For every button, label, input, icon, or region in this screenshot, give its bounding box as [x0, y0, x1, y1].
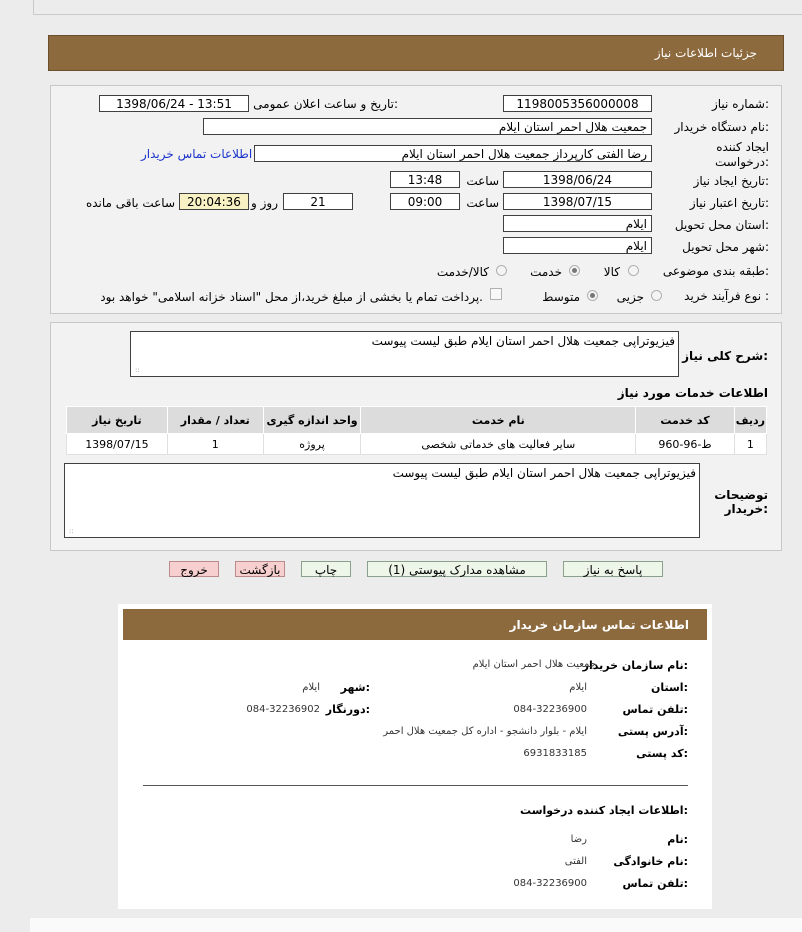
col-unit: واحد اندازه گیری: [263, 407, 361, 434]
cell-quantity: 1: [167, 434, 263, 455]
days-label: روز و: [251, 196, 278, 210]
contact-fax-label: دورنگار:: [325, 703, 370, 716]
col-service-code: کد خدمت: [636, 407, 735, 434]
cell-need-date: 1398/07/15: [67, 434, 168, 455]
contact-province-label: استان:: [650, 681, 688, 694]
buyer-notes-label-line2: خریدار:: [724, 502, 768, 516]
resize-grip-icon[interactable]: ::: [135, 366, 140, 374]
contact-org-label: نام سازمان خریدار:: [582, 659, 688, 672]
top-frame: [33, 0, 802, 15]
summary-label: شرح کلی نیاز:: [682, 349, 768, 363]
contact-fax-value: 084-32236902: [246, 704, 320, 715]
announce-label: تاریخ و ساعت اعلان عمومی:: [253, 97, 398, 111]
services-title: اطلاعات خدمات مورد نیاز: [617, 386, 768, 400]
category-service-radio[interactable]: [569, 265, 580, 276]
category-goods-radio[interactable]: [628, 265, 639, 276]
contact-phone-label: تلفن تماس:: [622, 703, 688, 716]
contact-postal-value: 6931833185: [523, 748, 587, 759]
cell-row: 1: [734, 434, 766, 455]
contact-city-value: ایلام: [302, 682, 320, 693]
create-time-label: ساعت: [466, 174, 499, 188]
buyer-notes-textarea[interactable]: [64, 463, 700, 538]
services-table: [66, 406, 767, 455]
buyer-notes-label-line1: توضیحات: [714, 488, 768, 502]
bottom-strip: [30, 918, 802, 932]
creator-family-label: نام خانوادگی:: [613, 855, 688, 868]
process-medium-radio[interactable]: [587, 290, 598, 301]
remaining-label: ساعت باقی مانده: [85, 196, 175, 210]
table-row: [67, 434, 767, 455]
province-field: ایلام: [503, 215, 652, 232]
process-partial-radio[interactable]: [651, 290, 662, 301]
creator-label-line1: ایجاد کننده: [716, 140, 769, 154]
print-button[interactable]: چاپ: [301, 561, 351, 577]
validity-label: تاریخ اعتبار نیاز:: [689, 196, 769, 210]
need-number-label: شماره نیاز:: [711, 97, 769, 111]
buyer-contact-link[interactable]: اطلاعات تماس خریدار: [141, 147, 253, 161]
creator-phone-value: 084-32236900: [513, 878, 587, 889]
category-service-label: خدمت: [530, 265, 562, 279]
process-label: نوع فرآیند خرید :: [684, 289, 769, 303]
summary-textarea[interactable]: [130, 331, 679, 377]
buyer-org-field: جمعیت هلال احمر استان ایلام: [203, 118, 652, 135]
contact-address-label: آدرس پستی:: [617, 725, 688, 738]
summary-text: فیزیوتراپی جمعیت هلال احمر استان ایلام طبق لیست پیوست: [371, 334, 675, 348]
contact-card-header: [123, 609, 707, 640]
col-quantity: تعداد / مقدار: [167, 407, 263, 434]
city-field: ایلام: [503, 237, 652, 254]
back-button[interactable]: بازگشت: [235, 561, 285, 577]
category-goods-label: کالا: [603, 265, 620, 279]
resize-grip-icon[interactable]: ::: [69, 527, 74, 535]
treasury-payment-checkbox[interactable]: [490, 288, 502, 300]
services-header-row: [67, 407, 767, 434]
cell-service-code: ط-96-960: [636, 434, 735, 455]
col-row: ردیف: [734, 407, 766, 434]
create-time-field: 13:48: [390, 171, 460, 188]
contact-divider: [143, 785, 688, 786]
create-date-field: 1398/06/24: [503, 171, 652, 188]
city-label: شهر محل تحویل:: [682, 240, 769, 254]
creator-phone-label: تلفن تماس:: [622, 877, 688, 890]
buyer-org-label: نام دستگاه خریدار:: [674, 120, 769, 134]
days-field: 21: [283, 193, 353, 210]
contact-card-title: اطلاعات تماس سازمان خریدار: [509, 618, 689, 632]
create-date-label: تاریخ ایجاد نیاز:: [693, 174, 769, 188]
creator-field: رضا الفتی کارپرداز جمعیت هلال احمر استان ایلام: [254, 145, 652, 162]
creator-name-label: نام:: [667, 833, 688, 846]
col-need-date: تاریخ نیاز: [67, 407, 168, 434]
buyer-notes-text: فیزیوتراپی جمعیت هلال احمر استان ایلام طبق لیست پیوست: [392, 466, 696, 480]
process-partial-label: جزیی: [616, 290, 644, 304]
contact-city-label: شهر:: [340, 681, 370, 694]
validity-time-field: 09:00: [390, 193, 460, 210]
cell-unit: پروژه: [263, 434, 361, 455]
category-both-radio[interactable]: [496, 265, 507, 276]
province-label: استان محل تحویل:: [674, 218, 769, 232]
exit-button[interactable]: خروج: [169, 561, 219, 577]
contact-phone-value: 084-32236900: [513, 704, 587, 715]
contact-province-value: ایلام: [569, 682, 587, 693]
validity-date-field: 1398/07/15: [503, 193, 652, 210]
attachments-button[interactable]: مشاهده مدارک پیوستی (1): [367, 561, 547, 577]
creator-section-title: اطلاعات ایجاد کننده درخواست:: [520, 804, 688, 817]
cell-service-name: سایر فعالیت های خدماتی شخصی: [361, 434, 636, 455]
creator-name-value: رضا: [570, 834, 587, 845]
contact-postal-label: کد پستی:: [636, 747, 688, 760]
category-both-label: کالا/خدمت: [436, 265, 489, 279]
need-number-field: 1198005356000008: [503, 95, 652, 112]
creator-family-value: الفتی: [564, 856, 587, 867]
contact-org-value: جمعیت هلال احمر استان ایلام: [472, 659, 596, 670]
treasury-payment-note: پرداخت تمام یا بخشی از مبلغ خرید،از محل "اسناد خزانه اسلامی" خواهد بود.: [100, 290, 483, 304]
contact-address-value: ایلام - بلوار دانشجو - اداره کل جمعیت هلال احمر: [383, 726, 587, 737]
reply-button[interactable]: پاسخ به نیاز: [563, 561, 663, 577]
process-medium-label: متوسط: [542, 290, 580, 304]
page-header: [48, 35, 784, 71]
remaining-time-field: 20:04:36: [179, 193, 249, 210]
creator-label-line2: درخواست:: [715, 155, 769, 169]
col-service-name: نام خدمت: [361, 407, 636, 434]
validity-time-label: ساعت: [466, 196, 499, 210]
category-label: طبقه بندی موضوعی:: [662, 264, 769, 278]
announce-field: 1398/06/24 - 13:51: [99, 95, 249, 112]
page-title: جزئیات اطلاعات نیاز: [654, 46, 757, 60]
